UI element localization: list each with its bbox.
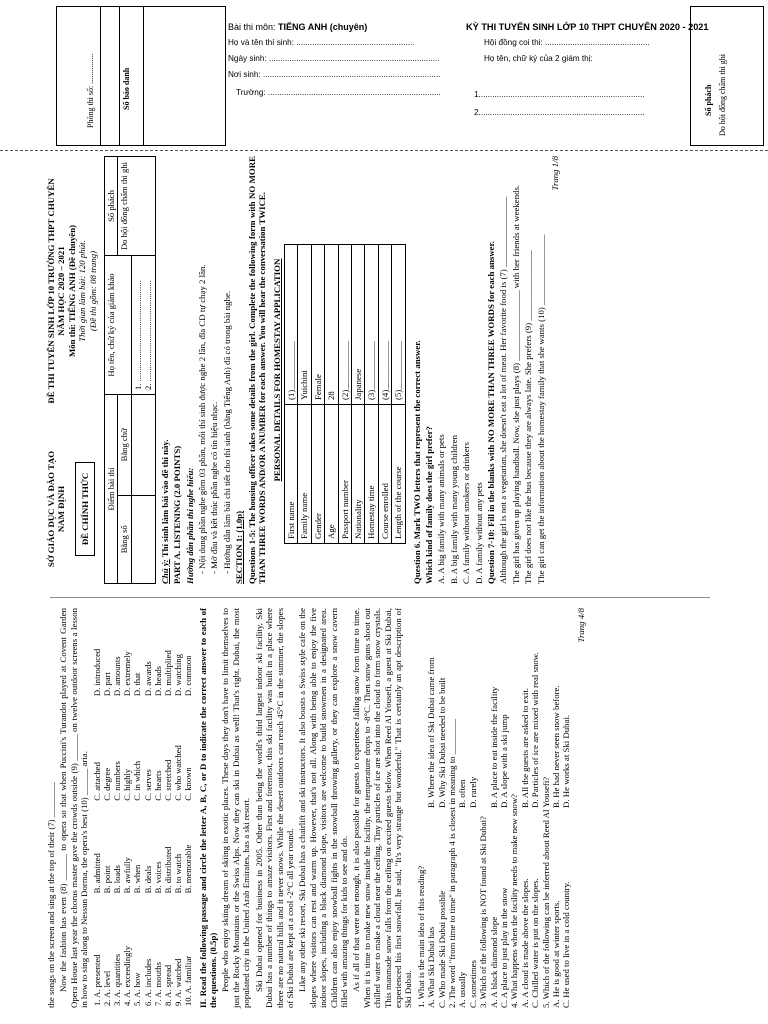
reading-option-row <box>530 608 540 1008</box>
reading-paragraph-1: People who enjoy skiing dream of skiing in exotic places. These days they don't have to limit themselves to just the Rocky Mountains or the Swiss Alps. Now they can ski in Dubai as well! That's right. Dubai, the most populated city in the United Arab Emirates, has a ski resort. <box>220 608 252 1008</box>
guide-item-2-text: Mở đầu và kết thúc phần nghe có tín hiệu nhạc. <box>209 401 220 569</box>
section-2-title: II. Read the following passage and circle the letter A, B, C, or D to indicate the correct answer to each of the questions. (0.5p) <box>197 608 219 1008</box>
cloze-option[interactable]: 4. A. exceedingly <box>122 945 133 1006</box>
cloze-option[interactable]: 6. A. includes <box>142 958 153 1006</box>
cloze-option[interactable]: D. extremely <box>122 651 133 697</box>
cloze-option-row <box>143 608 153 1008</box>
cloze-option[interactable]: D. common <box>183 655 194 697</box>
reading-option[interactable]: B. Where the idea of Ski Dubai came from <box>426 657 437 808</box>
form-value[interactable]: (2)___________ <box>338 245 351 405</box>
reading-option-row <box>457 608 467 1008</box>
cloze-option-row <box>122 608 132 1008</box>
note-line <box>160 156 170 584</box>
cloze-option[interactable]: D. amounts <box>112 656 123 697</box>
score-header: Điểm bài thi <box>105 395 118 584</box>
page-1-heading <box>46 156 98 584</box>
question-7[interactable]: Although the girl is not a vegetarian, she doesn't eat a lot of meat. Her favorite food is (7) ________________ <box>498 196 509 584</box>
page-number-left: Trang 4/8 <box>575 608 586 643</box>
exam-title-line-1: ĐỀ THI TUYỂN SINH LỚP 10 TRƯỜNG THPT CHUYÊN <box>46 178 56 404</box>
invigilator-sig-1[interactable]: 1......................................................................... <box>474 90 645 99</box>
cloze-option[interactable]: D. multiplied <box>163 650 174 697</box>
question-6-option[interactable]: D. A family without any pets <box>473 482 484 584</box>
cloze-option-row <box>102 608 112 1008</box>
reading-option[interactable]: D. A slope with a ski jump <box>499 714 510 808</box>
form-row <box>284 245 297 544</box>
form-row <box>392 245 405 544</box>
form-title: PERSONAL DETAILS FOR HOMESTAY APPLICATION <box>271 258 282 482</box>
cloze-option-row <box>173 608 183 1008</box>
reading-option-row <box>561 608 571 1008</box>
form-value[interactable]: Japanese <box>351 245 364 405</box>
cloze-option[interactable]: B. when <box>132 864 143 894</box>
form-row <box>298 245 311 544</box>
cloze-option-row <box>112 608 122 1008</box>
guide-item-1-text: Nội dung phần nghe gồm 03 phần, mỗi thí sinh được nghe 2 lần, đĩa CD tự chạy 2 lần. <box>197 264 208 569</box>
reading-option[interactable]: A. A black diamond slope <box>488 916 499 1008</box>
cloze-option-row <box>163 608 173 1008</box>
reading-option-row <box>520 608 530 1008</box>
reading-question-stem: 1. What is the main idea of this reading? <box>415 865 426 1008</box>
cloze-option[interactable]: B. awfully <box>122 857 133 894</box>
form-value[interactable]: 28 <box>325 245 338 405</box>
reading-option[interactable]: C. He used to live in a cold country. <box>561 881 572 1008</box>
questions-7-10-title: Question 7-10: Fill in the blanks with NO MORE THAN THREE WORDS for each answer. <box>486 241 496 584</box>
cloze-option[interactable]: B. point <box>101 865 112 894</box>
reading-option[interactable]: B. A place to eat inside the facility <box>488 686 499 808</box>
question-8[interactable]: The girl has given up playing handball. Now, she just plays (8) ________________ with her friends at weekends. <box>510 184 521 584</box>
cloze-option[interactable]: B. memorable <box>183 844 194 894</box>
candidate-name-field[interactable]: Họ và tên thí sinh: .................................................... <box>228 38 415 47</box>
guide-item-3-text: Hướng dẫn làm bài chi tiết cho thí sinh (bằng Tiếng Anh) đã có trong bài nghe. <box>221 290 232 569</box>
reading-option-row <box>499 608 509 1008</box>
guide-item-2: - Mở đầu và kết thúc phần nghe có tín hiệu nhạc. <box>209 401 220 574</box>
cloze-option[interactable]: 2. A. level <box>101 970 112 1006</box>
listening-guide-title: Hướng dẫn phần thi nghe hiểu: <box>184 467 195 584</box>
form-value[interactable]: Female <box>311 245 324 405</box>
reading-option[interactable]: C. A place to just play in the snow <box>499 887 510 1008</box>
question-6-options <box>436 156 484 584</box>
cloze-option-row <box>183 608 193 1008</box>
page-number-right: Trang 1/8 <box>550 156 561 191</box>
reading-questions <box>416 608 572 1008</box>
cloze-option[interactable]: B. to watch <box>173 853 184 894</box>
cloze-option[interactable]: 5. A. how <box>132 972 143 1006</box>
school-field[interactable]: Trường: ............................................................................ <box>236 88 441 97</box>
section-1-title: SECTION 1: (1.0p) <box>234 510 245 584</box>
question-6-stem: Which kind of family does the girl prefer? <box>423 426 434 584</box>
score-words-header: Bằng chữ <box>118 395 131 496</box>
invigilators-label: Họ tên, chữ ký của 2 giám thị: <box>484 54 593 63</box>
official-stamp-wrap <box>75 434 95 584</box>
form-row <box>365 245 378 544</box>
secret-code-label: Số phách <box>704 84 713 116</box>
examiner-header: Họ tên, chữ ký của giám khảo <box>105 256 132 395</box>
homestay-form <box>284 244 406 544</box>
exam-sheet <box>40 150 730 1014</box>
reading-option-row <box>489 608 499 1008</box>
form-value[interactable]: (1)___________ <box>284 245 297 405</box>
exam-title-line-5: (Đề thi gồm: 08 trang) <box>87 250 98 332</box>
department-block <box>46 434 98 584</box>
cloze-option[interactable]: B. deals <box>142 865 153 894</box>
reading-option[interactable]: D. rarely <box>467 776 478 808</box>
cloze-paragraph: Now the fashion has even (8) ______ to opera so that when Puccini's Turandot played at Covent Garden Opera House last year the chorus master gave the crowds outside (9) ______ on twelve outdoor screens a lesson in how to sing along to Nessun Dorma, the opera's best (10) ______ aria. <box>58 608 90 1008</box>
cloze-option[interactable]: 10. A. familiar <box>183 955 194 1006</box>
cloze-option[interactable]: C. highly <box>122 768 133 801</box>
cloze-option[interactable]: D. part <box>101 672 112 697</box>
reading-question-stem: 2. The word "from time to time" in paragraph 4 is closest in meaning to ________ <box>447 719 457 1008</box>
reading-question-stem: 4. What happens when the facility needs to make new snow? <box>509 793 520 1008</box>
examiner-cell[interactable] <box>131 256 155 395</box>
reading-option[interactable]: A. He is good at winter sports. <box>551 900 562 1008</box>
cloze-option[interactable]: B. loads <box>112 865 123 894</box>
reading-paragraph-3: Like any other ski resort, Ski Dubai has a chairlift and ski instructors. It also boasts a Swiss style cafe on the slopes where visitors can rest and warm up. However, that's not all. Along with being able to enjoy the five indoor slopes, including a black diamond slope, visitors are welcome to build snowmen in a designated area. Children can also enjoy snowball fights in the snowball throwing gallery, or they can explore a snow cavern filled with amazing things for kids to see and do. <box>297 608 349 1008</box>
form-label: Homestay time <box>365 405 378 544</box>
cloze-option[interactable]: C. stretched <box>163 759 174 801</box>
cloze-option[interactable]: C. known <box>183 767 194 801</box>
cloze-option[interactable]: 3. A. quantities <box>112 953 123 1006</box>
secret-note: Do hội đồng chấm thi ghi <box>118 157 155 256</box>
cloze-option[interactable]: D. introduced <box>91 648 102 697</box>
invigilator-sig-2[interactable]: 2......................................................................... <box>474 108 645 117</box>
form-label: Nationality <box>351 405 364 544</box>
cloze-option[interactable]: C. serves <box>142 769 153 801</box>
cloze-options-table <box>92 608 194 1008</box>
exam-room-label: Phòng thi số: ............... <box>86 53 95 128</box>
form-row <box>338 245 351 544</box>
reading-option[interactable]: A. What Ski Dubai has <box>426 926 437 1008</box>
cloze-option[interactable]: 9. A. watched <box>173 958 184 1006</box>
cloze-option[interactable]: 7. A. mouths <box>152 962 163 1006</box>
note-label: Chú ý: <box>159 559 170 584</box>
reading-option[interactable]: D. Why Ski Dubai needed to be built <box>436 677 447 808</box>
exam-title-line-2: NĂM HỌC 2020 – 2021 <box>56 246 67 336</box>
dob-field[interactable]: Ngày sinh: ........................................................................... <box>228 54 440 63</box>
reading-paragraph-2: Ski Dubai opened for business in 2005. Other than being the world's third largest indoor ski facility, Ski Dubai has a number of things to amaze visitors. First and foremost, this ski facility was built in a place where there are no natural hills and it never snows. While the desert outdoors can reach 45°C in the summer, the slopes of Ski Dubai are kept at a cool -2°C all year round. <box>253 608 295 1008</box>
form-row <box>378 245 391 544</box>
score-number-cell[interactable] <box>131 495 155 583</box>
council-field[interactable]: Hội đồng coi thi: .............................................. <box>484 38 650 47</box>
cloze-option[interactable]: D. heads <box>152 666 163 697</box>
question-10[interactable]: The girl can get the information about the homestay family that she wants (10) ________________ <box>535 234 546 584</box>
form-row <box>311 245 324 544</box>
cloze-option[interactable]: C. attached <box>91 762 102 801</box>
reading-option-row <box>468 608 478 1008</box>
form-label: Age <box>325 405 338 544</box>
cloze-option[interactable]: C. who watched <box>173 745 184 801</box>
question-6-option[interactable]: C. A family without smokers or drinkers <box>461 442 472 584</box>
question-9[interactable]: The girl does not like the bus because they are always late. She prefers (9) ________________ <box>523 250 534 584</box>
cloze-intro: the songs on the screen and sing at the top of their (7) ________ <box>46 782 56 1008</box>
reading-option-row <box>551 608 561 1008</box>
guide-item-1: - Nội dung phần nghe gồm 03 phần, mỗi thí sinh được nghe 2 lần, đĩa CD tự chạy 2 lần. <box>197 264 208 574</box>
form-value[interactable]: (5)___________ <box>392 245 405 405</box>
exam-title: KỲ THI TUYỂN SINH LỚP 10 THPT CHUYÊN 2020 - 2021 <box>466 22 709 32</box>
cloze-option[interactable]: C. numbers <box>112 761 123 801</box>
reading-paragraph-4: As if all of that were not enough, it is also possible for guests to experience falling snow from time to time. When it is time to make new snow inside the facility, the temperature drops to -8°C. Then snow guns shoot out chilled water to make a cloud near the ceiling. Tiny particles of ice are shot into the cloud to form snow crystals. This manmade snow falls from the ceiling on excited guests below. When Reed Al Yousefi, a guest at Ski Dubai, experienced his first snowfall, he said, "It's very strange but wonderful." That is certainly an apt description of Ski Dubai. <box>351 608 414 1008</box>
cloze-option[interactable]: B. admitted <box>91 853 102 894</box>
reading-option[interactable]: B. often <box>457 779 468 808</box>
examiner-2: 2. ............................................... <box>143 280 154 390</box>
reading-option[interactable]: A. usually <box>457 971 468 1008</box>
form-row <box>325 245 338 544</box>
cloze-option[interactable]: B. voices <box>152 861 163 894</box>
cloze-option[interactable]: D. watching <box>173 654 184 697</box>
official-stamp: ĐỀ CHÍNH THỨC <box>75 462 95 556</box>
cloze-option[interactable]: C. hearts <box>152 770 163 801</box>
cloze-option[interactable]: 8. A. spread <box>163 964 174 1006</box>
cloze-option-row <box>132 608 142 1008</box>
cloze-option-row <box>153 608 163 1008</box>
secret-header: Số phách <box>105 157 118 256</box>
exam-header <box>0 0 768 152</box>
guide-item-3: - Hướng dẫn làm bài chi tiết cho thí sinh (bằng Tiếng Anh) đã có trong bài nghe. <box>221 290 232 574</box>
department-line-1: SỞ GIÁO DỤC VÀ ĐÀO TẠO <box>46 450 56 568</box>
reading-option[interactable]: C. sometimes <box>467 960 478 1008</box>
questions-1-5-instructions: Questions 1-5: The housing officer takes some details from the girl. Complete the following form with NO MORE THAN THREE WORDS AND/OR A NUMBER for each answer. You will hear the conversation TWICE. <box>246 156 268 584</box>
note-text: Thí sinh làm bài vào đề thi này. <box>159 439 170 560</box>
department-line-2: NAM ĐỊNH <box>56 485 67 533</box>
score-number-header: Bằng số <box>118 495 131 583</box>
cloze-option[interactable]: C. in which <box>132 760 143 801</box>
cloze-option[interactable]: C. degree <box>101 767 112 801</box>
form-value[interactable]: (3)___________ <box>365 245 378 405</box>
question-6-option[interactable]: A. A big family with many animals or pets <box>436 434 447 584</box>
form-value[interactable]: Yuichini <box>298 245 311 405</box>
form-label: Family name <box>298 405 311 544</box>
page-divider <box>50 597 710 598</box>
reading-option-row <box>437 608 447 1008</box>
score-words-cell[interactable] <box>131 395 155 496</box>
reading-option[interactable]: A. A cloud is made above the slopes. <box>519 878 530 1008</box>
form-row <box>351 245 364 544</box>
score-table <box>104 156 156 584</box>
subject-line <box>228 22 367 32</box>
secret-code-note: Do hội đồng chấm thi ghi <box>718 54 727 136</box>
exam-title-line-4: Thời gian làm bài: 120 phút. <box>77 240 88 342</box>
page-4 <box>40 602 730 1014</box>
form-label: Length of the course <box>392 405 405 544</box>
pob-field[interactable]: Nơi sinh: .............................................................................. <box>228 70 441 79</box>
candidate-number-label: Số báo danh <box>122 67 131 110</box>
reading-option[interactable]: B. He had never seen snow before. <box>551 685 562 808</box>
form-label: Passport number <box>338 405 351 544</box>
form-label: Gender <box>311 405 324 544</box>
reading-option[interactable]: C. Chilled water is put on the slopes. <box>530 878 541 1008</box>
subject-name: TIẾNG ANH (chuyên) <box>278 22 368 32</box>
part-a-title: PART A. LISTENING (2.0 POINTS) <box>172 445 183 584</box>
form-label: Course enrolled <box>378 405 391 544</box>
exam-title-block <box>46 156 98 426</box>
form-value[interactable]: (4)___________ <box>378 245 391 405</box>
cloze-option[interactable]: D. awards <box>142 661 153 697</box>
reading-question-stem: 5. Which of the following can be inferred about Reed Al Yousefi? <box>540 776 551 1008</box>
reading-question-stem: 3. Which of the following is NOT found at Ski Dubai? <box>478 816 489 1008</box>
examiner-1: 1. ............................................... <box>132 280 143 390</box>
exam-title-line-3: Môn thi: TIẾNG ANH (Đề chuyên) <box>66 224 77 358</box>
reading-option[interactable]: D. He works at Ski Dubai. <box>561 714 572 808</box>
page-1 <box>40 150 730 590</box>
subject-prefix: Bài thi môn: <box>228 22 279 32</box>
question-6-title: Question 6. Mark TWO letters that represent the correct answer. <box>411 340 422 584</box>
reading-option-row <box>426 608 436 1008</box>
cloze-option[interactable]: 1. A. presented <box>91 954 102 1006</box>
reading-option[interactable]: B. All the guests are asked to exit. <box>519 688 530 808</box>
reading-option[interactable]: C. Who made Ski Dubai possible <box>436 890 447 1008</box>
cloze-option[interactable]: D. that <box>132 672 143 697</box>
reading-option[interactable]: D. Particles of ice are mixed with real snow. <box>530 652 541 808</box>
cloze-option-row <box>92 608 102 1008</box>
form-label: First name <box>284 405 297 544</box>
question-6-option[interactable]: B. A big family with many young children <box>448 434 459 584</box>
cloze-option[interactable]: B. distributed <box>163 846 174 894</box>
